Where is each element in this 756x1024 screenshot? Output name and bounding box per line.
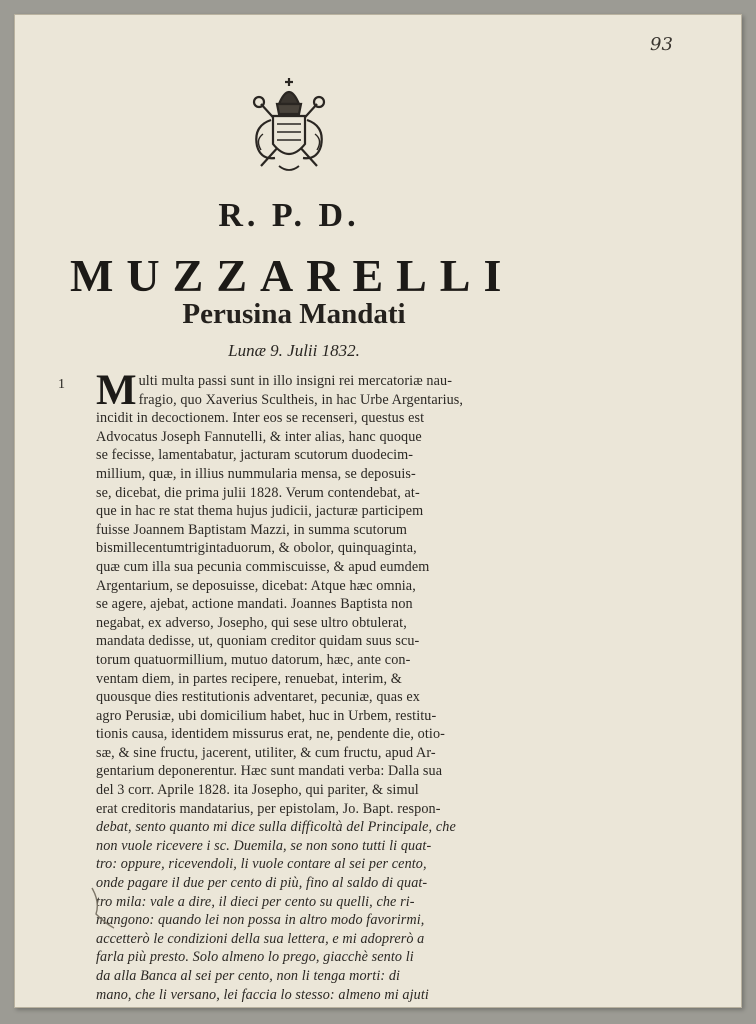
document-date: Lunæ 9. Julii 1832. [228,341,360,360]
text-line: gentarium deponerentur. Hæc sunt mandati verba: Dalla sua [96,763,443,780]
document-page [14,14,742,1008]
text-line: mandata dedisse, ut, quoniam creditor quidam suus scu- [96,633,420,650]
text-line: sæ, & sine fructu, jacerent, utiliter, & cum fructu, apud Ar- [96,744,436,761]
cardinal-name-heading: MUZZARELLI [70,250,515,301]
text-line: fragio, quo Xaverius Scultheis, in hac Urbe Argentarius, [138,391,464,408]
text-line: bismillecentumtrigintaduorum, & obolor, quinquaginta, [96,540,417,557]
text-line: millium, quæ, in illius nummularia mensa, se deposuis- [96,465,416,482]
text-line: tro: oppure, ricevendoli, li vuole contare al sei per cento, [96,856,427,873]
paper-tear-mark [84,884,134,944]
text-line: quæ cum illa sua pecunia commiscuisse, & apud eumdem [96,558,430,575]
text-line: tionis causa, identidem missurus erat, ne, pendente die, otio- [96,726,445,743]
papal-crest-icon [239,74,339,182]
text-line: mano, che li versano, lei faccia lo stesso: almeno mi ajuti [96,986,429,1003]
text-line: erat creditoris mandatarius, per epistolam, Jo. Bapt. respon- [96,800,441,817]
text-line: agro Perusiæ, ubi domicilium habet, huc in Urbem, restitu- [96,707,437,724]
text-line: quousque dies restitutionis adventaret, pecuniæ, quas ex [96,689,420,706]
drop-cap: M [96,367,137,414]
document-title: R. P. D. [218,197,360,234]
text-line: farla più presto. Solo almeno lo prego, giacchè sento li [96,949,414,966]
text-line: fuisse Joannem Baptistam Mazzi, in summa scutorum [96,521,408,538]
text-line: torum quatuormillium, mutuo datorum, hæc, ante con- [96,651,411,668]
paragraph-number: 1 [58,377,65,392]
text-line: se fecisse, lamentabatur, jacturam scutorum duodecim- [96,447,414,464]
case-subtitle: Perusina Mandati [182,298,406,330]
text-line: que in hac re stat thema hujus judicii, jacturæ participem [96,503,424,520]
page-number: 93 [650,34,673,55]
text-line: Advocatus Joseph Fannutelli, & inter alias, hanc quoque [96,428,422,445]
text-line: da alla Banca al sei per cento, non li tenga morti: di [96,968,401,984]
text-line: incidit in decoctionem. Inter eos se recenseri, questus est [96,410,425,427]
text-line: ventam diem, in partes recipere, renuebat, interim, & [96,670,402,687]
text-line: mangono: quando lei non possa in altro modo favorirmi, [96,912,425,929]
text-line: Argentarium, se deposuisse, dicebat: Atque hæc omnia, [96,577,416,594]
body-text [96,367,516,1004]
text-line: debat, sento quanto mi dice sulla difficoltà del Principale, che [96,819,456,836]
text-line: del 3 corr. Aprile 1828. ita Josepho, qui pariter, & simul [96,782,419,799]
text-line: negabat, ex adverso, Josepho, qui sese ultro obtulerat, [96,614,407,631]
text-line: se, dicebat, die prima julii 1828. Verum contendebat, at- [96,484,420,501]
text-line: accetterò le condizioni della sua lettera, e mi adoprerò a [96,930,425,947]
text-line: non vuole ricevere i sc. Duemila, se non sono tutti li quat- [96,837,432,854]
text-line: onde pagare il due per cento di più, fino al saldo di quat- [96,875,428,892]
text-line: se agere, ajebat, actione mandati. Joannes Baptista non [96,596,413,613]
text-line: ulti multa passi sunt in illo insigni rei mercatoriæ nau- [138,373,453,389]
text-line: tro mila: vale a dire, il dieci per cento su quelli, che ri- [96,893,415,910]
